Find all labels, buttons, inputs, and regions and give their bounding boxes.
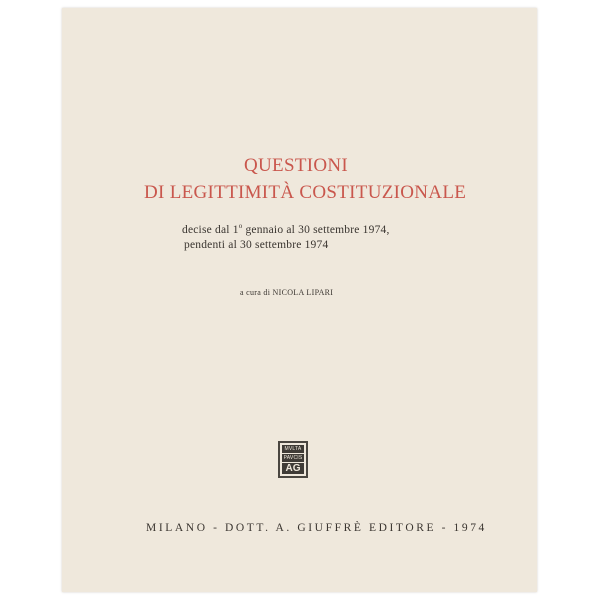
publisher-imprint: MILANO - DOTT. A. GIUFFRÈ EDITORE - 1974 [146,522,487,534]
subtitle-line-2: pendenti al 30 settembre 1974 [184,239,329,251]
logo-monogram: AG [282,463,304,474]
subtitle-line-1 [182,222,390,236]
title-line-2: DI LEGITTIMITÀ COSTITUZIONALE [144,182,467,203]
subtitle-line-1-post: gennaio al 30 settembre 1974, [242,223,390,236]
title-line-1: QUESTIONI [244,155,349,176]
logo-motto-2: PAVCIS [283,455,303,461]
logo-motto-1: MVLTA [282,445,304,453]
ordinal-superscript: o [238,222,243,230]
editor-credit: a cura di NICOLA LIPARI [240,288,334,297]
book-title-page [62,8,537,592]
publisher-logo [278,441,308,478]
subtitle-line-1-pre: decise dal 1 [182,223,239,236]
